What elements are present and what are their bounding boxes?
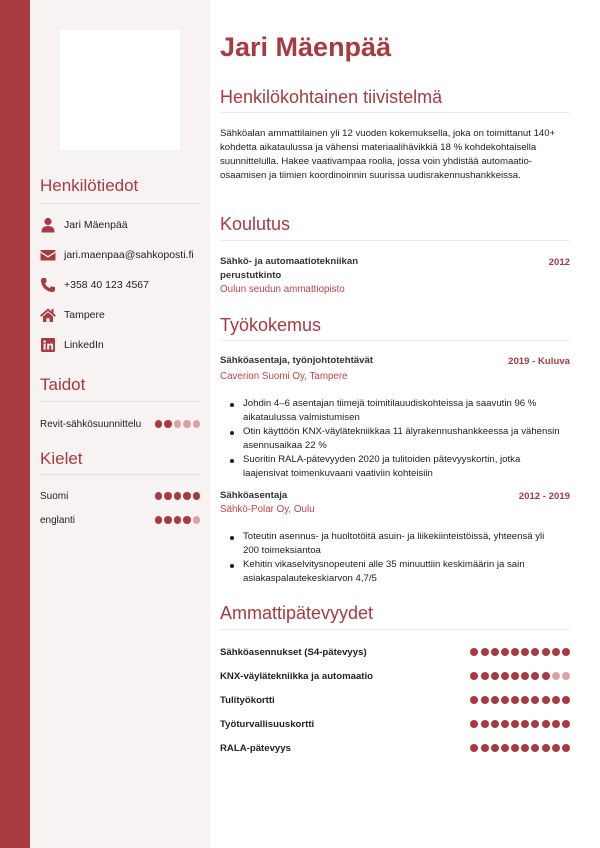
certifications-heading: Ammattipätevyydet bbox=[220, 603, 374, 623]
main-content bbox=[220, 0, 570, 848]
school-name: Oulun seudun ammattiopisto bbox=[220, 284, 345, 295]
divider bbox=[220, 629, 570, 630]
rating-dot-empty bbox=[193, 516, 201, 524]
candidate-name: Jari Mäenpää bbox=[220, 32, 392, 62]
rating-dot-filled bbox=[531, 744, 539, 752]
achievement-item: Otin käyttöön KNX-väylätekniikkaa 11 älyrakennushankkeessa ja vähensin asennusaikaa 22 % bbox=[230, 425, 560, 453]
language-row: Suomi bbox=[40, 489, 200, 503]
rating-dot-filled bbox=[562, 720, 570, 728]
skill-row: Revit-sähkösuunnittelu bbox=[40, 417, 200, 431]
rating-dot-filled bbox=[491, 720, 499, 728]
rating-dot-filled bbox=[552, 720, 560, 728]
language-row: englanti bbox=[40, 513, 200, 527]
certification-rating bbox=[470, 696, 570, 704]
envelope-icon bbox=[40, 247, 56, 263]
rating-dot-filled bbox=[542, 744, 550, 752]
contact-location: Tampere bbox=[40, 307, 105, 323]
certification-row: Tulityökortti bbox=[220, 693, 570, 707]
rating-dot-filled bbox=[470, 672, 478, 680]
achievement-list bbox=[230, 530, 560, 586]
linkedin-icon bbox=[40, 337, 56, 353]
rating-dot-filled bbox=[501, 720, 509, 728]
skills-heading: Taidot bbox=[40, 375, 86, 394]
rating-dot-filled bbox=[562, 648, 570, 656]
certification-rating bbox=[470, 672, 570, 680]
rating-dot-empty bbox=[552, 672, 560, 680]
rating-dot-filled bbox=[521, 648, 529, 656]
rating-dot-empty bbox=[562, 672, 570, 680]
rating-dot-filled bbox=[501, 744, 509, 752]
rating-dot-filled bbox=[491, 744, 499, 752]
language-rating bbox=[155, 516, 201, 524]
certification-rating bbox=[470, 648, 570, 656]
rating-dot-filled bbox=[174, 492, 182, 500]
company-name: Caverion Suomi Oy, Tampere bbox=[220, 371, 348, 382]
home-icon bbox=[40, 307, 56, 323]
rating-dot-filled bbox=[470, 648, 478, 656]
rating-dot-filled bbox=[481, 744, 489, 752]
experience-heading: Työkokemus bbox=[220, 315, 322, 335]
rating-dot-empty bbox=[193, 420, 201, 428]
rating-dot-filled bbox=[562, 696, 570, 704]
rating-dot-filled bbox=[501, 672, 509, 680]
rating-dot-filled bbox=[542, 648, 550, 656]
rating-dot-filled bbox=[491, 672, 499, 680]
rating-dot-empty bbox=[183, 420, 191, 428]
rating-dot-filled bbox=[542, 672, 550, 680]
certification-row: KNX-väylätekniikka ja automaatio bbox=[220, 669, 570, 683]
language-rating bbox=[155, 492, 201, 500]
rating-dot-filled bbox=[542, 720, 550, 728]
rating-dot-filled bbox=[552, 648, 560, 656]
accent-bar bbox=[0, 0, 30, 848]
achievement-item: Kehitin vikaselvitysnopeuteni alle 35 minuuttiin keskimäärin ja sain asiakaspalautekeskiarvon 4,7/5 bbox=[230, 558, 560, 586]
rating-dot-filled bbox=[491, 648, 499, 656]
rating-dot-filled bbox=[481, 648, 489, 656]
achievement-item: Suoritin RALA-pätevyyden 2020 ja tulitoiden pätevyyskortin, jotka laajensivat toimenkuvaani vaativiin kohteisiin bbox=[230, 453, 560, 481]
rating-dot-filled bbox=[174, 516, 182, 524]
rating-dot-filled bbox=[531, 696, 539, 704]
rating-dot-filled bbox=[531, 672, 539, 680]
job-dates: 2019 - Kuluva bbox=[508, 356, 570, 367]
rating-dot-filled bbox=[470, 744, 478, 752]
rating-dot-filled bbox=[511, 696, 519, 704]
rating-dot-filled bbox=[552, 696, 560, 704]
rating-dot-filled bbox=[521, 720, 529, 728]
rating-dot-filled bbox=[521, 696, 529, 704]
certification-rating bbox=[470, 744, 570, 752]
rating-dot-filled bbox=[183, 516, 191, 524]
certification-row: RALA-pätevyys bbox=[220, 741, 570, 755]
rating-dot-empty bbox=[174, 420, 182, 428]
job-title: Sähköasentaja bbox=[220, 490, 288, 501]
rating-dot-filled bbox=[511, 744, 519, 752]
rating-dot-filled bbox=[155, 420, 163, 428]
divider bbox=[220, 112, 570, 113]
achievement-item: Toteutin asennus- ja huoltotöitä asuin- ja liikekiinteistöissä, yhteensä yli 200 toimeksiantoa bbox=[230, 530, 560, 558]
degree-title: Sähkö- ja automaatiotekniikan perustutkinto bbox=[220, 256, 359, 281]
certification-rating bbox=[470, 720, 570, 728]
summary-heading: Henkilökohtainen tiivistelmä bbox=[220, 87, 443, 107]
profile-photo-placeholder bbox=[60, 30, 180, 150]
sidebar bbox=[30, 0, 210, 848]
languages-heading: Kielet bbox=[40, 449, 83, 468]
rating-dot-filled bbox=[531, 648, 539, 656]
company-name: Sähkö-Polar Oy, Oulu bbox=[220, 504, 315, 515]
education-heading: Koulutus bbox=[220, 214, 291, 234]
rating-dot-filled bbox=[164, 516, 172, 524]
job-title: Sähköasentaja, työnjohtotehtävät bbox=[220, 355, 373, 366]
rating-dot-filled bbox=[491, 696, 499, 704]
rating-dot-filled bbox=[552, 744, 560, 752]
education-year: 2012 bbox=[548, 257, 570, 268]
certification-row: Sähköasennukset (S4-pätevyys) bbox=[220, 645, 570, 659]
divider bbox=[40, 401, 200, 402]
phone-icon bbox=[40, 277, 56, 293]
rating-dot-filled bbox=[164, 492, 172, 500]
rating-dot-filled bbox=[501, 648, 509, 656]
contact-linkedin[interactable]: LinkedIn bbox=[40, 337, 104, 353]
job-dates: 2012 - 2019 bbox=[518, 491, 570, 502]
divider bbox=[220, 340, 570, 341]
rating-dot-filled bbox=[562, 744, 570, 752]
contact-name: Jari Mäenpää bbox=[40, 217, 128, 233]
certification-row: Työturvallisuuskortti bbox=[220, 717, 570, 731]
rating-dot-filled bbox=[481, 696, 489, 704]
personal-info-heading: Henkilötiedot bbox=[40, 176, 139, 195]
rating-dot-filled bbox=[542, 696, 550, 704]
achievement-item: Johdin 4–6 asentajan tiimejä toimitilauudiskohteissa ja saavutin 96 % aikataulussa valmistumisen bbox=[230, 397, 560, 425]
rating-dot-filled bbox=[164, 420, 172, 428]
rating-dot-filled bbox=[511, 648, 519, 656]
rating-dot-filled bbox=[470, 720, 478, 728]
rating-dot-filled bbox=[193, 492, 201, 500]
rating-dot-filled bbox=[155, 516, 163, 524]
rating-dot-filled bbox=[521, 744, 529, 752]
contact-phone[interactable]: +358 40 123 4567 bbox=[40, 277, 149, 293]
rating-dot-filled bbox=[481, 720, 489, 728]
achievement-list bbox=[230, 397, 560, 481]
user-icon bbox=[40, 217, 56, 233]
summary-text: Sähköalan ammattilainen yli 12 vuoden kokemuksella, joka on toimittanut 140+ kohdetta aikataulussa ja vähensi materiaalihävikkiä 18 % kohdekohtaisella suunnittelulla. Hakee vaativampaa roolia, jossa voin yhdistää automaatio-osaamisen ja tiimien koordinoinnin suurissa uudisrakennushankkeissa. bbox=[220, 128, 556, 181]
rating-dot-filled bbox=[501, 696, 509, 704]
contact-email[interactable]: jari.maenpaa@sahkoposti.fi bbox=[40, 247, 194, 263]
rating-dot-filled bbox=[183, 492, 191, 500]
rating-dot-filled bbox=[511, 672, 519, 680]
rating-dot-filled bbox=[531, 720, 539, 728]
rating-dot-filled bbox=[470, 696, 478, 704]
rating-dot-filled bbox=[521, 672, 529, 680]
rating-dot-filled bbox=[511, 720, 519, 728]
divider bbox=[220, 240, 570, 241]
rating-dot-filled bbox=[481, 672, 489, 680]
rating-dot-filled bbox=[155, 492, 163, 500]
divider bbox=[40, 203, 200, 204]
divider bbox=[40, 474, 200, 475]
skill-rating bbox=[155, 420, 201, 428]
